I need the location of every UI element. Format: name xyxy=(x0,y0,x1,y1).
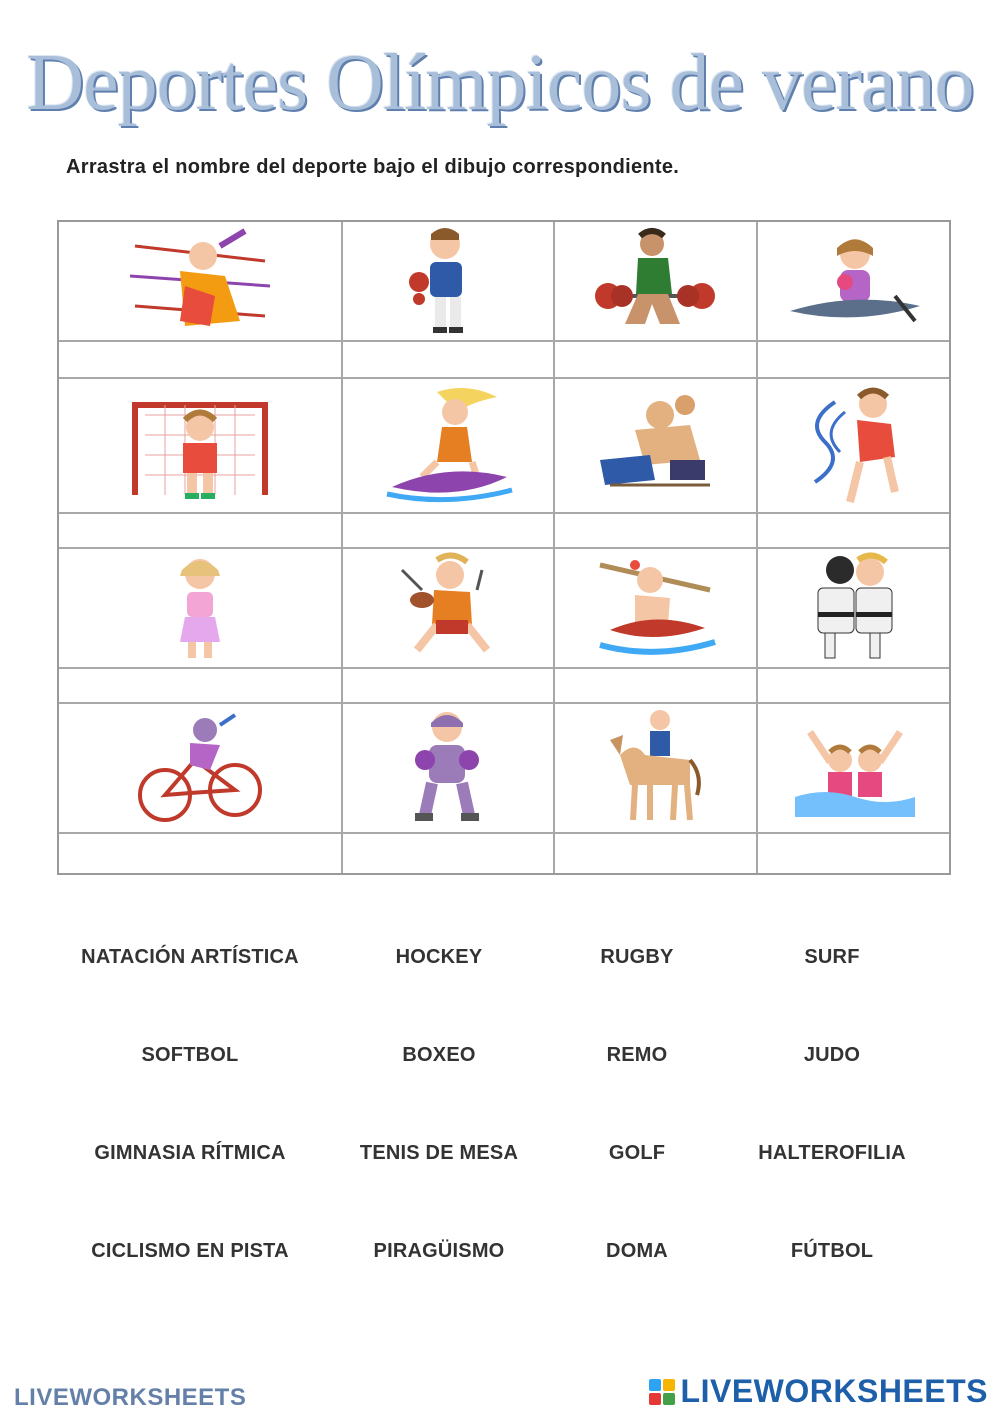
drop-zone-3-3[interactable] xyxy=(555,669,756,702)
weightlifter-icon xyxy=(553,222,756,340)
word-doma[interactable]: DOMA xyxy=(606,1240,668,1262)
rhythmic-gymnast-icon xyxy=(756,377,953,512)
word-boxeo[interactable]: BOXEO xyxy=(402,1044,476,1066)
drop-zone-2-2[interactable] xyxy=(343,514,553,547)
word-gimnasia-ritmica[interactable]: GIMNASIA RÍTMICA xyxy=(94,1142,286,1164)
liveworksheets-mark-icon xyxy=(649,1379,675,1405)
instruction-text: Arrastra el nombre del deporte bajo el dibujo correspondiente. xyxy=(66,156,680,178)
liveworksheets-logo xyxy=(649,1373,988,1410)
page-title: Deportes Olímpicos de verano xyxy=(26,39,974,127)
cyclist-icon xyxy=(59,702,341,832)
word-ciclismo-en-pista[interactable]: CICLISMO EN PISTA xyxy=(91,1240,289,1262)
softball-player-icon xyxy=(341,222,553,340)
surfer-icon xyxy=(341,377,553,512)
drop-zone-3-2[interactable] xyxy=(343,669,553,702)
wrestler-icon xyxy=(553,377,756,512)
rugby-player-icon xyxy=(341,547,553,667)
gymnast-rings-icon xyxy=(59,222,341,340)
word-golf[interactable]: GOLF xyxy=(608,1142,666,1164)
drop-zone-1-3[interactable] xyxy=(555,342,756,377)
word-judo[interactable]: JUDO xyxy=(803,1044,861,1066)
canoeist-icon xyxy=(756,222,953,340)
drop-zone-3-4[interactable] xyxy=(758,669,953,702)
word-rugby[interactable]: RUGBY xyxy=(600,946,674,968)
drop-zone-3-1[interactable] xyxy=(59,669,341,702)
word-softbol[interactable]: SOFTBOL xyxy=(141,1044,239,1066)
boxer-icon xyxy=(341,702,553,832)
judo-icon xyxy=(756,547,953,667)
drop-zone-4-1[interactable] xyxy=(59,834,341,874)
drop-zone-4-4[interactable] xyxy=(758,834,953,874)
word-futbol[interactable]: FÚTBOL xyxy=(790,1240,874,1262)
drop-zone-1-1[interactable] xyxy=(59,342,341,377)
word-surf[interactable]: SURF xyxy=(804,946,860,968)
drop-zone-2-3[interactable] xyxy=(555,514,756,547)
drop-zone-2-1[interactable] xyxy=(59,514,341,547)
word-hockey[interactable]: HOCKEY xyxy=(395,946,483,968)
word-piraguismo[interactable]: PIRAGÜISMO xyxy=(373,1240,505,1262)
drop-zone-4-3[interactable] xyxy=(555,834,756,874)
kayaker-icon xyxy=(553,547,756,667)
word-tenis-de-mesa[interactable]: TENIS DE MESA xyxy=(359,1142,519,1164)
drop-zone-4-2[interactable] xyxy=(343,834,553,874)
drop-zone-1-2[interactable] xyxy=(343,342,553,377)
word-natacion-artistica[interactable]: NATACIÓN ARTÍSTICA xyxy=(81,946,299,968)
synchronized-swimmers-icon xyxy=(756,702,953,832)
golfer-girl-icon xyxy=(59,547,341,667)
sports-grid xyxy=(57,220,951,875)
goalkeeper-icon xyxy=(59,377,341,512)
liveworksheets-logo-text: LIVEWORKSHEETS xyxy=(680,1373,988,1409)
drop-zone-1-4[interactable] xyxy=(758,342,953,377)
liveworksheets-logo-small: LIVEWORKSHEETS xyxy=(14,1384,247,1411)
horse-rider-icon xyxy=(553,702,756,832)
word-remo[interactable]: REMO xyxy=(606,1044,668,1066)
drop-zone-2-4[interactable] xyxy=(758,514,953,547)
word-halterofilia[interactable]: HALTEROFILIA xyxy=(758,1142,906,1164)
